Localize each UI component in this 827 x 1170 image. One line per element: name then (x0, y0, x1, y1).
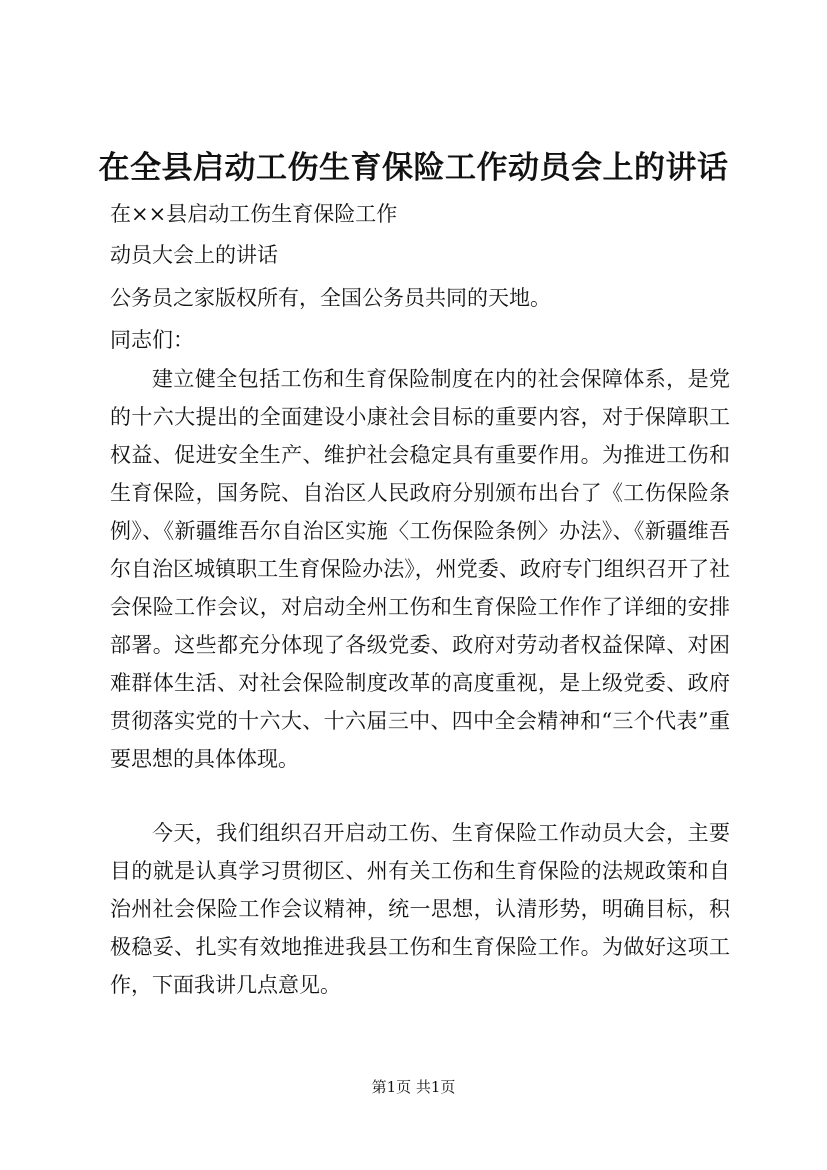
copyright-notice: 公务员之家版权所有，全国公务员共同的天地。 (110, 286, 551, 310)
document-title: 在全县启动工伤生育保险工作动员会上的讲话 (98, 150, 729, 186)
salutation: 同志们： (110, 328, 194, 352)
subtitle-line-1: 在××县启动工伤生育保险工作 (110, 202, 398, 226)
body-paragraph-2: 今天，我们组织召开启动工伤、生育保险工作动员大会，主要目的就是认真学习贯彻区、州有关工伤和生育保险的法规政策和自治州社会保险工作会议精神，统一思想，认清形势，明确目标，积极稳妥、扎实有效地推进我县工伤和生育保险工作。为做好这项工作，下面我讲几点意见。 (110, 821, 730, 997)
body-paragraph-1: 建立健全包括工伤和生育保险制度在内的社会保障体系，是党的十六大提出的全面建设小康社会目标的重要内容，对于保障职工权益、促进安全生产、维护社会稳定具有重要作用。为推进工伤和生育保险，国务院、自治区人民政府分别颁布出台了《工伤保险条例》、《新疆维吾尔自治区实施〈工伤保险条例〉办法》、《新疆维吾尔自治区城镇职工生育保险办法》，州党委、政府专门组织召开了社会保险工作会议，对启动全州工伤和生育保险工作作了详细的安排部署。这些都充分体现了各级党委、政府对劳动者权益保障、对困难群体生活、对社会保险制度改革的高度重视，是上级党委、政府贯彻落实党的十六大、十六届三中、四中全会精神和“三个代表”重要思想的具体体现。 (110, 367, 730, 771)
subtitle-line-2: 动员大会上的讲话 (110, 243, 278, 267)
page-footer: 第1页 共1页 (371, 1078, 456, 1096)
